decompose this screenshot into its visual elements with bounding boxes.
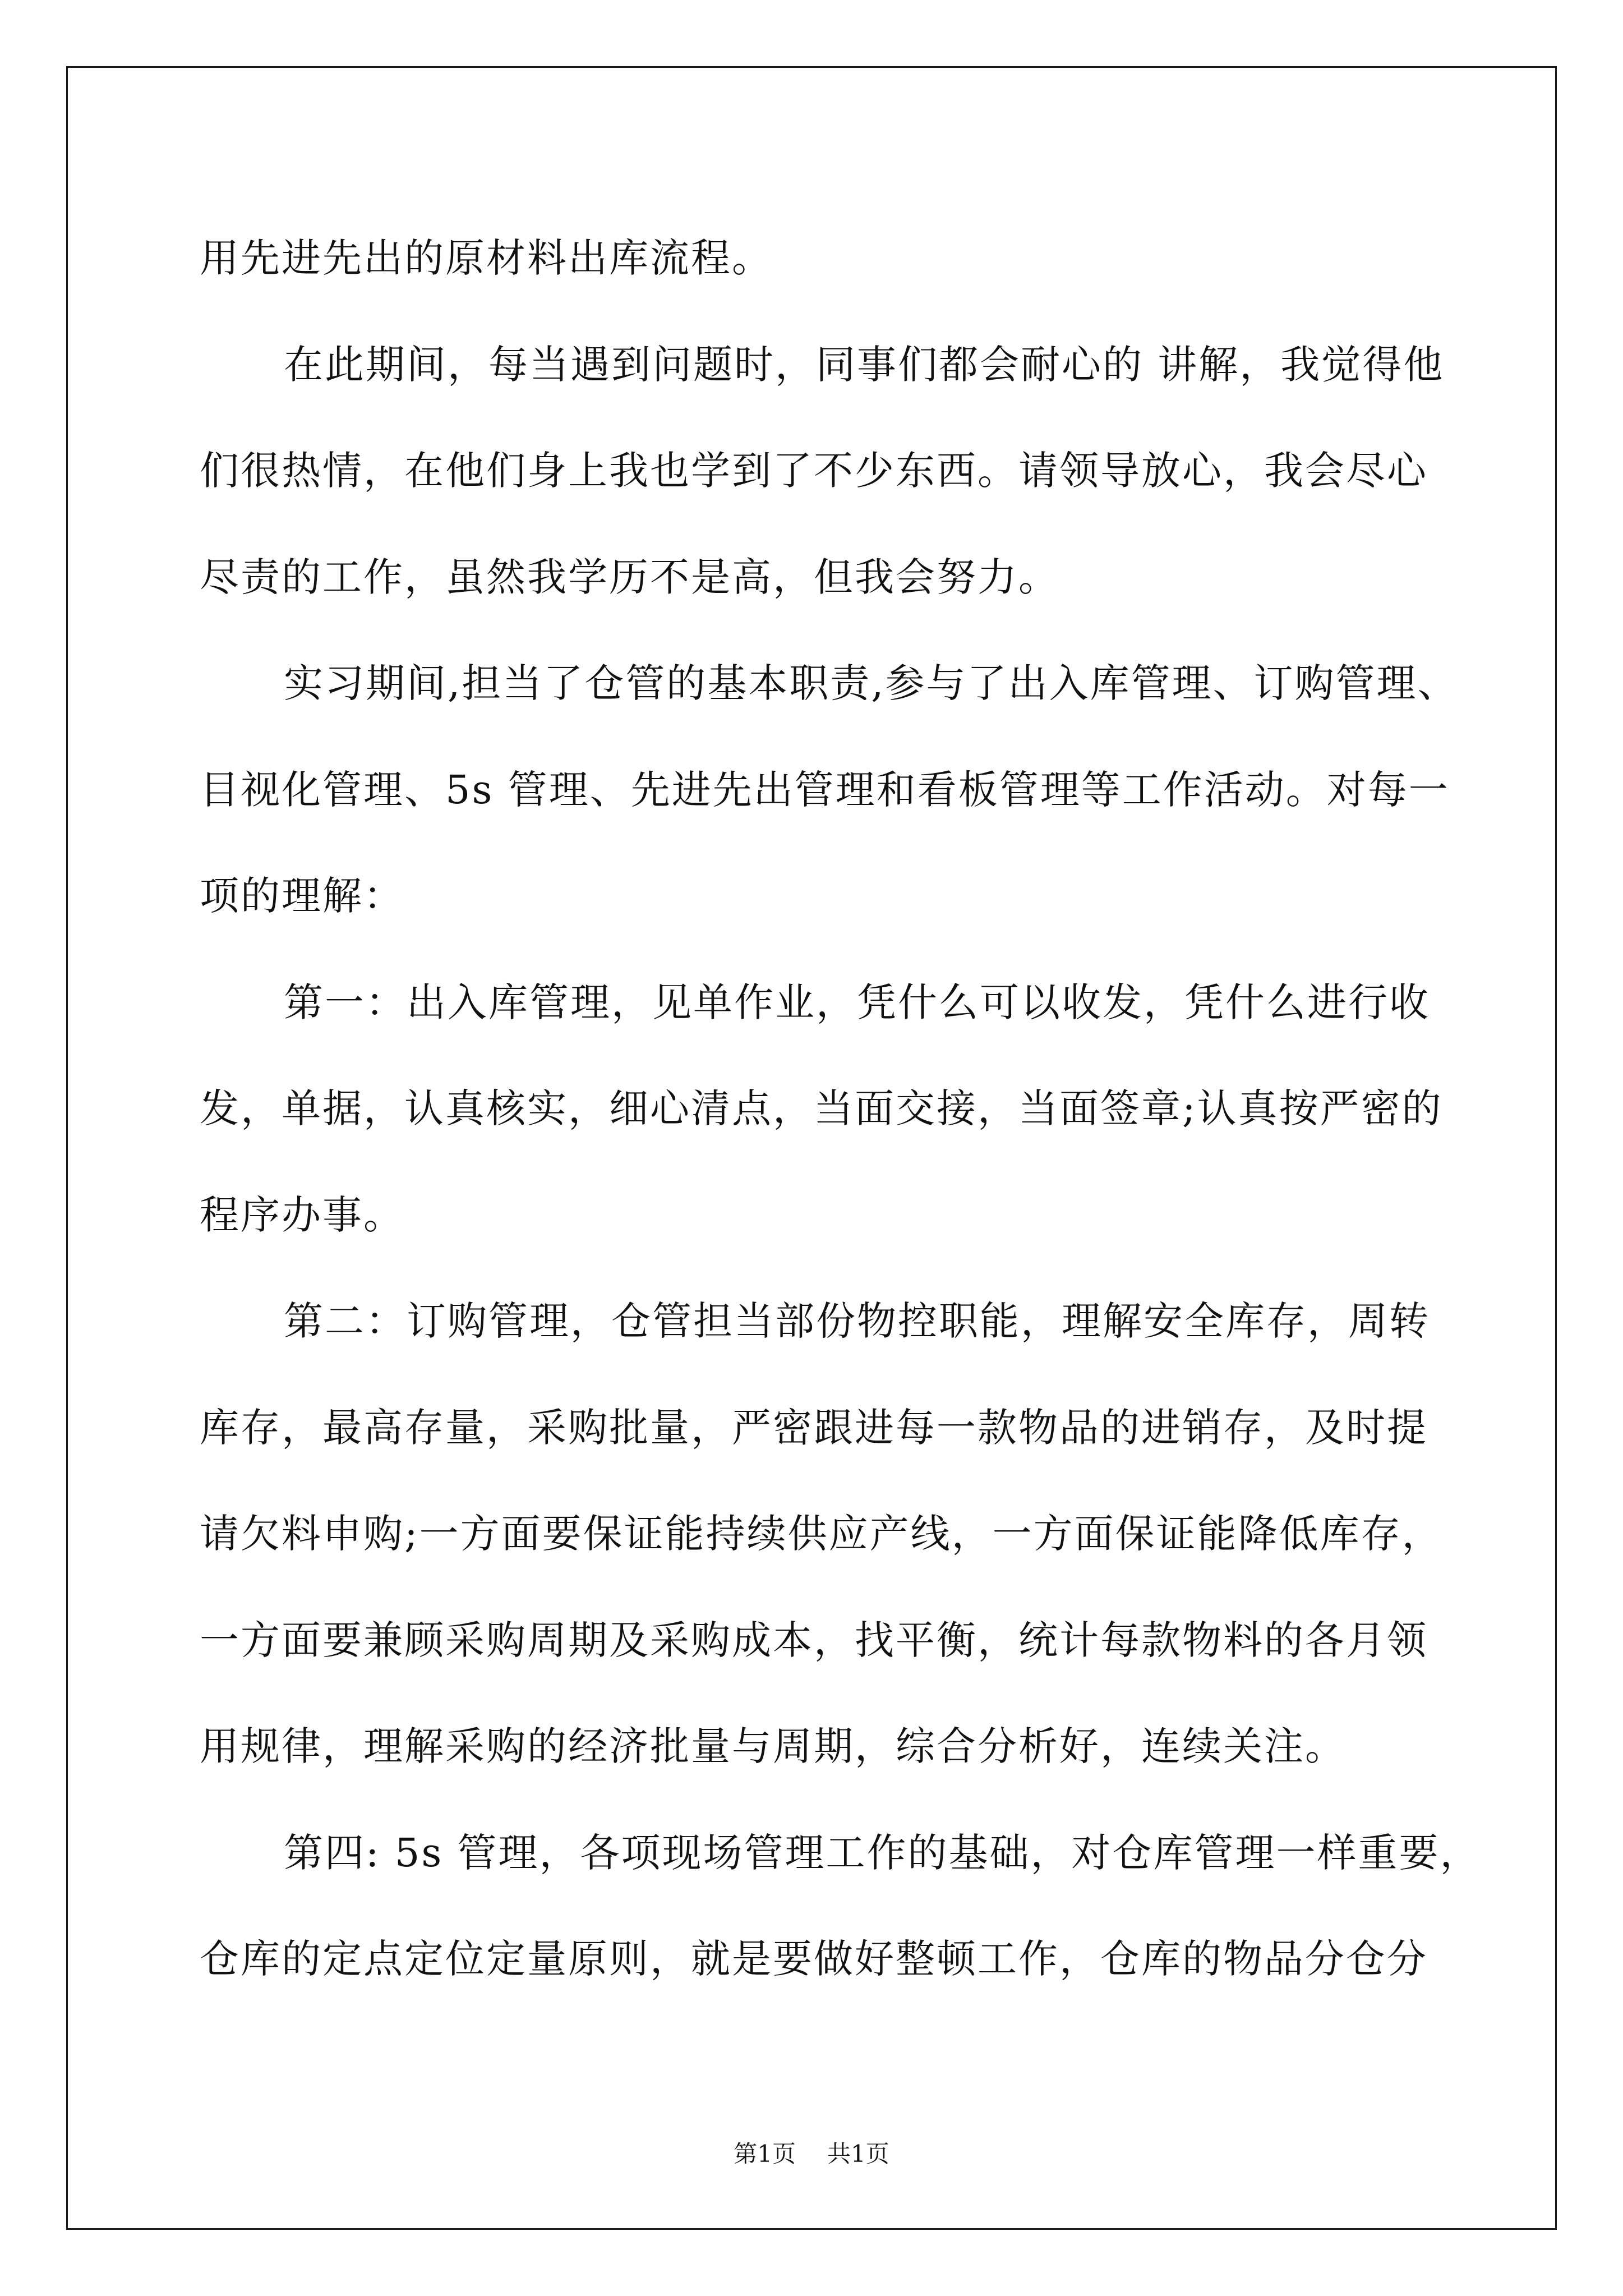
page-footer xyxy=(0,2137,1623,2171)
text-line-6: 目视化管理、5s 管理、先进先出管理和看板管理等工作活动。对每一 xyxy=(200,766,1450,813)
text-line-4: 尽责的工作，虽然我学历不是高，但我会努力。 xyxy=(200,554,1059,600)
text-line-8: 第一：出入库管理，见单作业，凭什么可以收发，凭什么进行收 xyxy=(284,979,1430,1025)
text-line-14: 一方面要兼顾采购周期及采购成本，找平衡，统计每款物料的各月领 xyxy=(200,1617,1428,1663)
text-line-2: 在此期间，每当遇到问题时，同事们都会耐心的 讲解，我觉得他 xyxy=(284,341,1445,388)
page-number: 第1页 xyxy=(734,2140,796,2168)
text-line-7: 项的理解： xyxy=(200,873,404,919)
page-total: 共1页 xyxy=(827,2140,889,2168)
text-line-1: 用先进先出的原材料出库流程。 xyxy=(200,235,773,281)
text-line-15: 用规律，理解采购的经济批量与周期，综合分析好，连续关注。 xyxy=(200,1723,1346,1769)
text-line-17: 仓库的定点定位定量原则，就是要做好整顿工作，仓库的物品分仓分 xyxy=(200,1936,1428,1982)
text-line-10: 程序办事。 xyxy=(200,1191,404,1238)
text-line-5: 实习期间,担当了仓管的基本职责,参与了出入库管理、订购管理、 xyxy=(284,660,1459,706)
document-body xyxy=(200,205,1481,2013)
text-line-13: 请欠料申购;一方面要保证能持续供应产线，一方面保证能降低库存， xyxy=(200,1511,1443,1557)
text-line-11: 第二：订购管理，仓管担当部份物控职能，理解安全库存，周转 xyxy=(284,1298,1430,1344)
text-line-9: 发，单据，认真核实，细心清点，当面交接，当面签章;认真按严密的 xyxy=(200,1085,1443,1131)
text-line-16: 第四: 5s 管理，各项现场管理工作的基础，对仓库管理一样重要， xyxy=(284,1829,1481,1876)
text-line-12: 库存，最高存量，采购批量，严密跟进每一款物品的进销存，及时提 xyxy=(200,1404,1428,1451)
text-line-3: 们很热情，在他们身上我也学到了不少东西。请领导放心，我会尽心 xyxy=(200,448,1428,494)
